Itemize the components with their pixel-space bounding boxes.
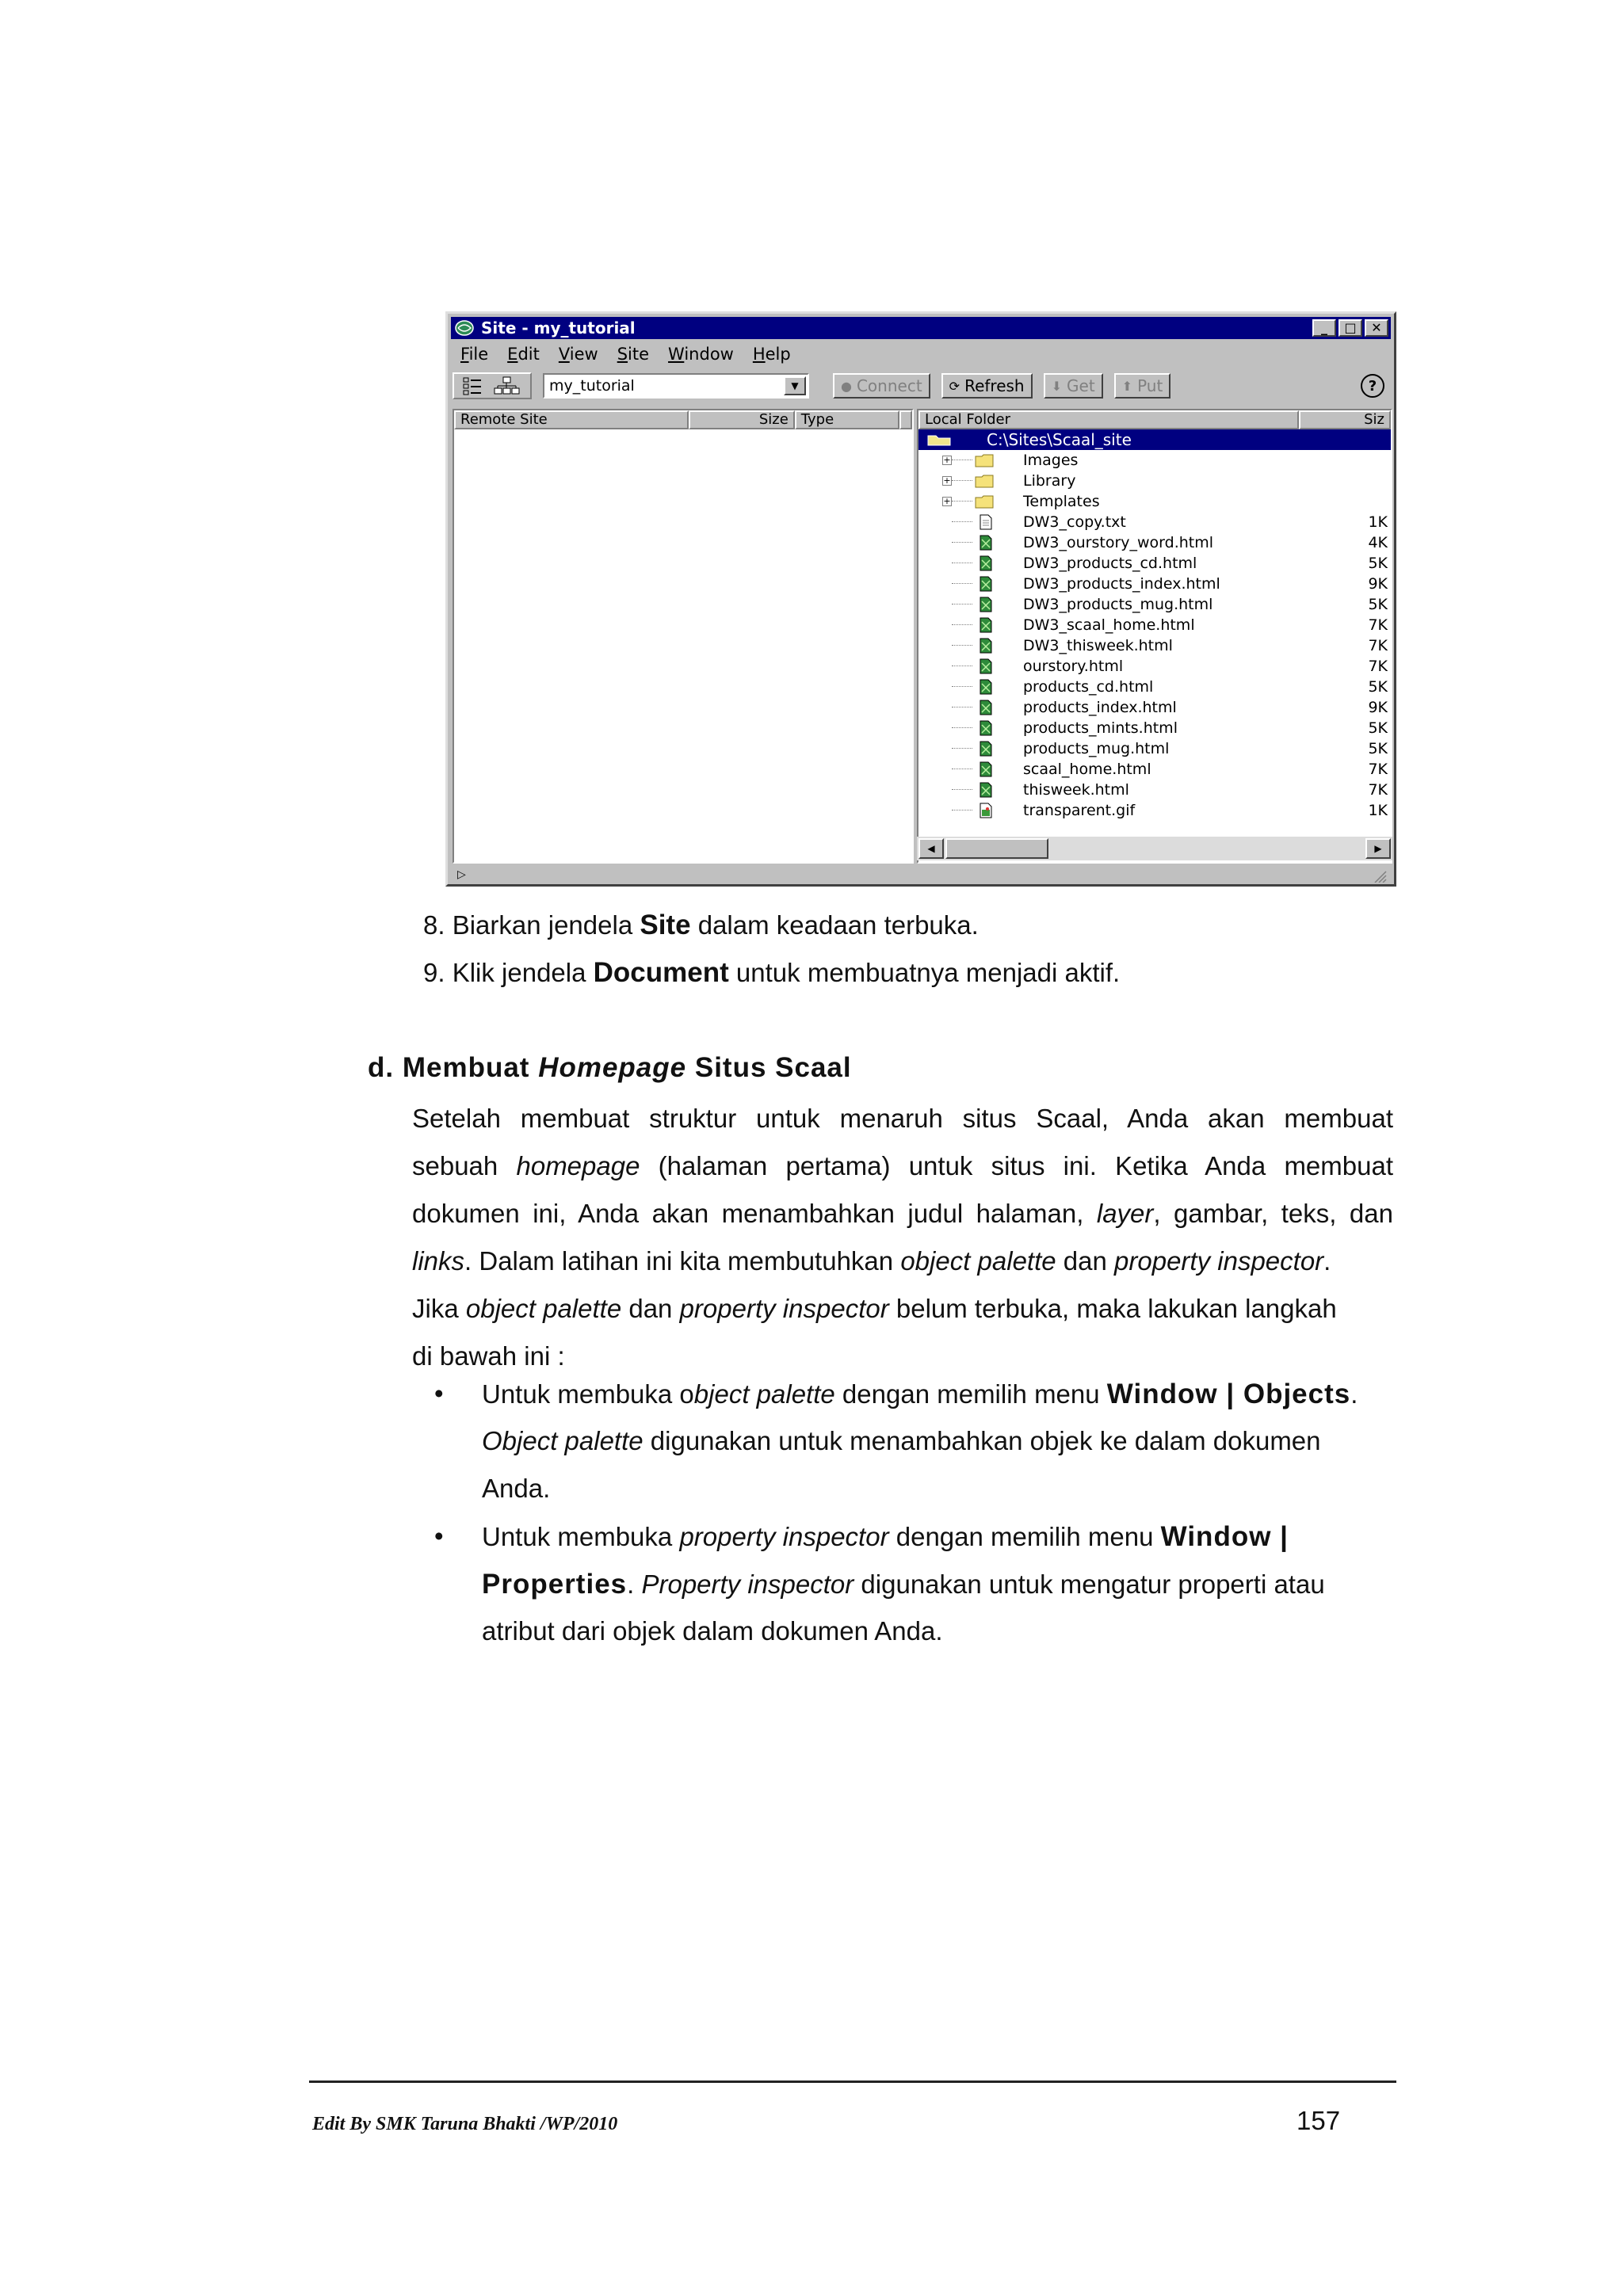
html-file-icon (974, 638, 996, 654)
tree-file-item[interactable] (918, 759, 1391, 780)
menu-help[interactable]: Help (752, 345, 791, 364)
title-bar[interactable] (451, 317, 1391, 339)
tree-file-item[interactable] (918, 738, 1391, 759)
view-toggle-group (453, 372, 532, 399)
tree-item-label: DW3_products_cd.html (1023, 555, 1197, 572)
tree-item-label: scaal_home.html (1023, 761, 1151, 778)
menu-bar (453, 342, 1389, 366)
bullet-2-line-1: Untuk membuka property inspector dengan memilih menu Window | (482, 1521, 1289, 1552)
tree-item-label: DW3_copy.txt (1023, 513, 1126, 531)
body-paragraph: Setelah membuat struktur untuk menaruh situs Scaal, Anda akan membuat sebuah homepage (halaman pertama) untuk situs ini. Ketika Anda membuat dokumen ini, Anda akan menambahkan judul halaman, layer, gambar, teks, dan links. Dalam latihan ini kita membutuhkan object palette dan property inspector. Jika object palette dan property inspector belum terbuka, maka lakukan langkah di bawah ini : (412, 1104, 1394, 1371)
open-folder-icon (926, 433, 955, 447)
refresh-button[interactable]: ⟳ Refresh (941, 373, 1033, 399)
scroll-thumb[interactable] (945, 838, 1048, 859)
menu-edit[interactable]: Edit (507, 345, 540, 364)
tree-file-item[interactable] (918, 718, 1391, 738)
html-file-icon (974, 576, 996, 592)
text-file-icon (974, 514, 996, 530)
file-size: 7K (1368, 616, 1388, 634)
folder-icon (974, 473, 996, 489)
tree-item-label: products_mug.html (1023, 740, 1170, 757)
scroll-right-icon[interactable]: ▶ (1365, 838, 1391, 859)
tree-file-item[interactable] (918, 532, 1391, 553)
html-file-icon (974, 535, 996, 551)
tree-file-item[interactable] (918, 656, 1391, 677)
file-size: 1K (1368, 802, 1388, 819)
site-window (445, 311, 1396, 887)
tree-item-label: products_cd.html (1023, 678, 1154, 696)
html-file-icon (974, 597, 996, 612)
tree-file-item[interactable] (918, 780, 1391, 800)
file-size: 5K (1368, 596, 1388, 613)
file-size: 4K (1368, 534, 1388, 551)
tree-file-item[interactable] (918, 677, 1391, 697)
file-size: 9K (1368, 699, 1388, 716)
remote-site-pane[interactable] (453, 409, 914, 864)
html-file-icon (974, 658, 996, 674)
connect-button[interactable]: ● Connect (833, 373, 930, 399)
file-size: 5K (1368, 678, 1388, 696)
dreamweaver-site-icon (454, 319, 475, 337)
footer-credit: Edit By SMK Taruna Bhakti /WP/2010 (312, 2114, 618, 2134)
col-local-folder[interactable]: Local Folder (918, 410, 1299, 429)
page-number: 157 (1296, 2106, 1341, 2135)
refresh-icon: ⟳ (949, 378, 960, 394)
tree-item-label: DW3_products_index.html (1023, 575, 1220, 593)
html-file-icon (974, 700, 996, 715)
put-arrow-icon: ⬆ (1121, 378, 1133, 394)
tree-item-label: transparent.gif (1023, 802, 1136, 819)
tree-item-label: thisweek.html (1023, 781, 1129, 799)
tree-root-item[interactable] (918, 429, 1391, 450)
tree-item-label: DW3_thisweek.html (1023, 637, 1173, 654)
minimize-button[interactable]: _ (1312, 319, 1336, 337)
get-button[interactable]: ⬇ Get (1044, 373, 1103, 399)
put-button[interactable]: ⬆ Put (1114, 373, 1171, 399)
maximize-button[interactable]: □ (1338, 319, 1362, 337)
menu-site[interactable]: Site (617, 345, 650, 364)
horizontal-scrollbar[interactable] (917, 837, 1392, 860)
tree-folder-item[interactable] (918, 450, 1391, 471)
html-file-icon (974, 782, 996, 798)
site-files-icon[interactable] (457, 376, 487, 396)
col-type[interactable]: Type (795, 410, 899, 429)
tree-folder-item[interactable] (918, 491, 1391, 512)
tree-item-label: products_mints.html (1023, 719, 1178, 737)
site-select-value: my_tutorial (549, 377, 635, 395)
tree-file-item[interactable] (918, 800, 1391, 821)
folder-icon (974, 452, 996, 468)
file-size: 7K (1368, 761, 1388, 778)
file-size: 7K (1368, 781, 1388, 799)
site-select[interactable] (543, 373, 809, 399)
folder-icon (974, 494, 996, 509)
tree-item-label: DW3_products_mug.html (1023, 596, 1213, 613)
tree-file-item[interactable] (918, 574, 1391, 594)
tree-item-label: Images (1023, 452, 1079, 469)
help-icon[interactable]: ? (1361, 374, 1384, 398)
col-local-size[interactable]: Siz (1299, 410, 1391, 429)
file-size: 7K (1368, 658, 1388, 675)
expand-arrow-icon[interactable]: ▷ (457, 868, 466, 881)
toolbar (453, 369, 1389, 402)
status-bar (453, 867, 1389, 884)
local-folder-pane[interactable] (917, 409, 1392, 864)
scroll-left-icon[interactable]: ◀ (918, 838, 944, 859)
expand-plus-icon[interactable]: + (943, 455, 951, 465)
bullet-2-line-2: Properties. Property inspector digunakan untuk mengatur properti atau (482, 1569, 1325, 1600)
tree-item-label: ourstory.html (1023, 658, 1124, 675)
section-heading: d. Membuat Homepage Situs Scaal (368, 1052, 852, 1083)
tree-file-item[interactable] (918, 553, 1391, 574)
tree-folder-item[interactable] (918, 471, 1391, 491)
col-extra[interactable] (899, 410, 912, 429)
close-button[interactable]: ✕ (1365, 319, 1388, 337)
expand-plus-icon[interactable]: + (943, 475, 951, 486)
col-remote-site[interactable]: Remote Site (454, 410, 689, 429)
html-file-icon (974, 617, 996, 633)
image-file-icon (974, 803, 996, 818)
file-size: 5K (1368, 740, 1388, 757)
menu-window[interactable]: Window (668, 345, 734, 364)
tree-item-label: Library (1023, 472, 1076, 490)
bullet-2-marker: • (434, 1521, 444, 1550)
tree-item-label: products_index.html (1023, 699, 1177, 716)
resize-grip-icon[interactable] (1372, 868, 1388, 883)
file-size: 7K (1368, 637, 1388, 654)
tree-file-item[interactable] (918, 615, 1391, 635)
file-size: 1K (1368, 513, 1388, 531)
html-file-icon (974, 761, 996, 777)
file-size: 5K (1368, 719, 1388, 737)
tree-item-label: Templates (1023, 493, 1100, 510)
bullet-1-line-2: Object palette digunakan untuk menambahkan objek ke dalam dokumen (482, 1426, 1321, 1455)
step-9: 9. Klik jendela Document untuk membuatnya menjadi aktif. (423, 957, 1121, 988)
bullet-1-line-3: Anda. (482, 1474, 551, 1503)
get-arrow-icon: ⬇ (1051, 378, 1063, 394)
tree-file-item[interactable] (918, 635, 1391, 656)
tree-item-label: DW3_scaal_home.html (1023, 616, 1195, 634)
bullet-1-line-1: Untuk membuka object palette dengan memilih menu Window | Objects. (482, 1379, 1358, 1409)
menu-file[interactable]: File (460, 345, 489, 364)
file-size: 9K (1368, 575, 1388, 593)
bullet-1-marker: • (434, 1379, 444, 1408)
html-file-icon (974, 679, 996, 695)
html-file-icon (974, 720, 996, 736)
tree-item-label: DW3_ourstory_word.html (1023, 534, 1214, 551)
file-size: 5K (1368, 555, 1388, 572)
connect-icon: ● (841, 378, 852, 394)
expand-plus-icon[interactable]: + (943, 496, 951, 506)
html-file-icon (974, 555, 996, 571)
footer-rule (309, 2081, 1396, 2083)
col-size[interactable]: Size (689, 410, 795, 429)
tree-file-item[interactable] (918, 697, 1391, 718)
bullet-2-line-3: atribut dari objek dalam dokumen Anda. (482, 1616, 943, 1646)
menu-view[interactable]: View (558, 345, 598, 364)
window-title: Site - my_tutorial (481, 318, 636, 338)
step-8: 8. Biarkan jendela Site dalam keadaan terbuka. (423, 910, 979, 940)
html-file-icon (974, 741, 996, 757)
chevron-down-icon[interactable]: ▼ (784, 376, 806, 395)
tree-root-label: C:\Sites\Scaal_site (987, 430, 1132, 449)
tree-file-item[interactable] (918, 594, 1391, 615)
site-map-icon[interactable] (492, 376, 522, 396)
tree-file-item[interactable] (918, 512, 1391, 532)
